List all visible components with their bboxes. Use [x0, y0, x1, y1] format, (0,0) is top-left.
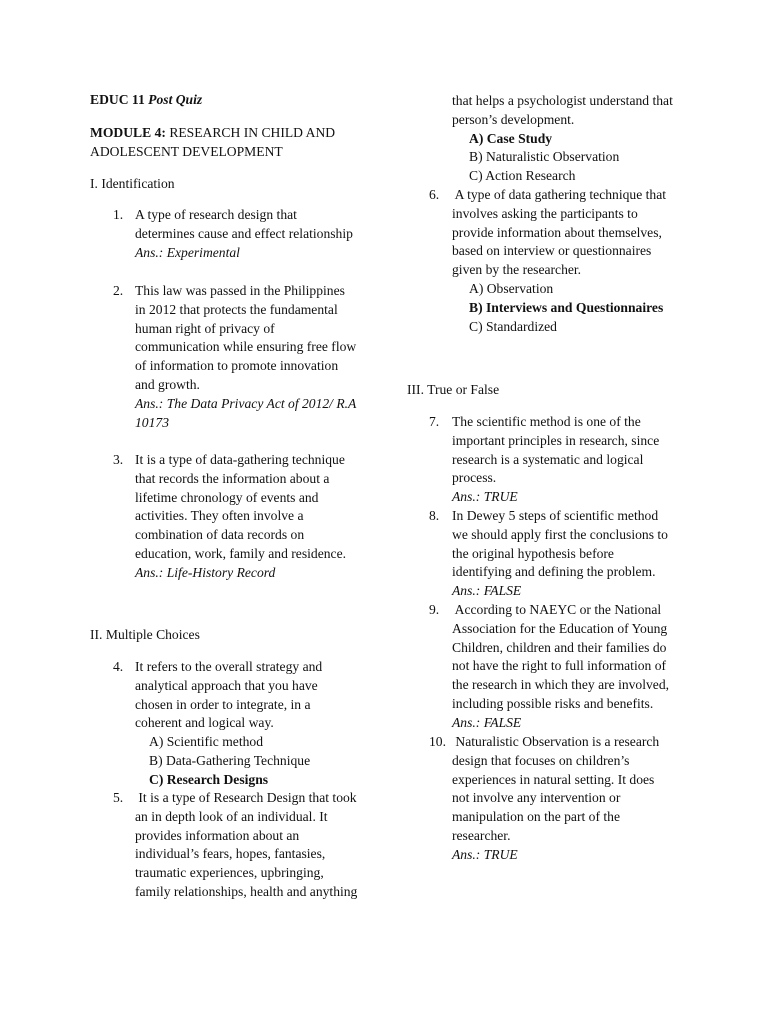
option-c-correct: C) Research Designs	[149, 771, 269, 787]
question-line: communication while ensuring free flow	[135, 339, 357, 355]
question-line: According to NAEYC or the National	[452, 602, 662, 617]
question-9	[452, 601, 669, 733]
question-line: lifetime chronology of events and	[135, 489, 319, 505]
question-line: researcher.	[452, 827, 511, 843]
question-line: an in depth look of an individual. It	[135, 808, 328, 824]
question-line: In Dewey 5 steps of scientific method	[452, 508, 659, 523]
question-8	[452, 507, 668, 601]
question-line: chosen in order to integrate, in a	[135, 696, 311, 712]
question-number: 4.	[113, 659, 124, 674]
question-line: combination of data records on	[135, 527, 305, 543]
question-line: we should apply first the conclusions to	[452, 526, 668, 542]
question-10	[452, 733, 659, 865]
question-number: 2.	[113, 283, 124, 298]
question-line: analytical approach that you have	[135, 677, 318, 693]
answer-text: Ans.: The Data Privacy Act of 2012/ R.A	[135, 395, 357, 411]
option-a-correct: A) Case Study	[469, 130, 553, 146]
question-line: Association for the Education of Young	[452, 620, 668, 636]
answer-text: Ans.: TRUE	[452, 489, 518, 505]
question-2	[135, 282, 356, 432]
question-5-part2	[452, 92, 673, 186]
option-c: C) Standardized	[469, 318, 557, 334]
question-7	[452, 413, 659, 507]
answer-text: Ans.: FALSE	[452, 714, 522, 730]
question-line: A type of research design that	[135, 207, 297, 222]
answer-text: Ans.: Experimental	[135, 244, 240, 260]
question-number: 9.	[429, 602, 440, 617]
section-heading-identification: I. Identification	[90, 176, 175, 191]
question-line: It refers to the overall strategy and	[135, 659, 323, 674]
answer-text: Ans.: TRUE	[452, 846, 518, 862]
question-line: family relationships, health and anything	[135, 883, 358, 899]
answer-text: Ans.: FALSE	[452, 583, 522, 599]
question-line: research is a systematic and logical	[452, 451, 644, 467]
question-line: the research in which they are involved,	[452, 677, 670, 693]
question-line: design that focuses on children’s	[452, 752, 630, 768]
question-number: 1.	[113, 207, 124, 222]
question-line: not involve any intervention or	[452, 790, 621, 806]
question-line: of information to promote innovation	[135, 358, 339, 374]
module-label: MODULE 4:	[90, 125, 166, 140]
question-line: provide information about themselves,	[452, 224, 662, 240]
question-line: determines cause and effect relationship	[135, 225, 353, 241]
question-number: 7.	[429, 414, 440, 429]
question-line: traumatic experiences, upbringing,	[135, 865, 324, 881]
question-line: A type of data gathering technique that	[452, 187, 667, 202]
question-line: important principles in research, since	[452, 432, 660, 448]
answer-text: 10173	[135, 414, 169, 430]
question-line: coherent and logical way.	[135, 715, 274, 731]
question-line: person’s development.	[452, 111, 575, 127]
question-line: that records the information about a	[135, 470, 330, 486]
option-c: C) Action Research	[469, 168, 576, 184]
question-number: 6.	[429, 187, 440, 202]
module-title-line2: ADOLESCENT DEVELOPMENT	[90, 144, 283, 159]
answer-text: Ans.: Life-History Record	[135, 564, 276, 580]
question-line: including possible risks and benefits.	[452, 695, 654, 711]
question-line: involves asking the participants to	[452, 205, 638, 221]
option-a: A) Scientific method	[149, 734, 264, 750]
question-number: 5.	[113, 790, 124, 805]
question-number: 8.	[429, 508, 440, 523]
question-number: 10.	[429, 734, 446, 749]
section-heading-multiple-choices: II. Multiple Choices	[90, 627, 200, 642]
quiz-type: Post Quiz	[148, 92, 203, 107]
question-3	[135, 451, 346, 583]
question-line: The scientific method is one of the	[452, 414, 641, 429]
option-a: A) Observation	[469, 280, 554, 296]
section-heading-true-or-false: III. True or False	[407, 382, 500, 397]
module-title-line1	[90, 124, 335, 143]
question-line: given by the researcher.	[452, 262, 582, 278]
question-line: process.	[452, 470, 497, 486]
question-4	[135, 658, 322, 790]
question-line: that helps a psychologist understand that	[452, 93, 673, 108]
question-line: provides information about an	[135, 827, 300, 843]
question-line: manipulation on the part of the	[452, 809, 620, 825]
question-line: It is a type of data-gathering technique	[135, 452, 345, 467]
question-line: experiences in natural setting. It does	[452, 771, 655, 787]
option-b-correct: B) Interviews and Questionnaires	[469, 299, 664, 315]
question-line: It is a type of Research Design that took	[135, 790, 357, 805]
question-line: Naturalistic Observation is a research	[452, 734, 660, 749]
question-6	[452, 186, 666, 336]
option-b: B) Data-Gathering Technique	[149, 752, 311, 768]
question-line: education, work, family and residence.	[135, 545, 347, 561]
question-number: 3.	[113, 452, 124, 467]
question-line: in 2012 that protects the fundamental	[135, 301, 338, 317]
question-line: Children, children and their families do	[452, 639, 667, 655]
quiz-title	[90, 91, 202, 110]
question-line: based on interview or questionnaires	[452, 243, 652, 259]
question-line: and growth.	[135, 376, 200, 392]
question-line: identifying and defining the problem.	[452, 564, 656, 580]
question-line: not have the right to full information of	[452, 658, 667, 674]
question-1	[135, 206, 353, 262]
module-name-line1: RESEARCH IN CHILD AND	[169, 125, 336, 140]
question-line: the original hypothesis before	[452, 545, 614, 561]
question-line: This law was passed in the Philippines	[135, 283, 345, 298]
option-b: B) Naturalistic Observation	[469, 149, 620, 165]
question-5-part1	[135, 789, 357, 902]
question-line: individual’s fears, hopes, fantasies,	[135, 846, 326, 862]
course-code: EDUC 11	[90, 92, 145, 107]
question-line: human right of privacy of	[135, 320, 275, 336]
question-line: activities. They often involve a	[135, 508, 304, 524]
